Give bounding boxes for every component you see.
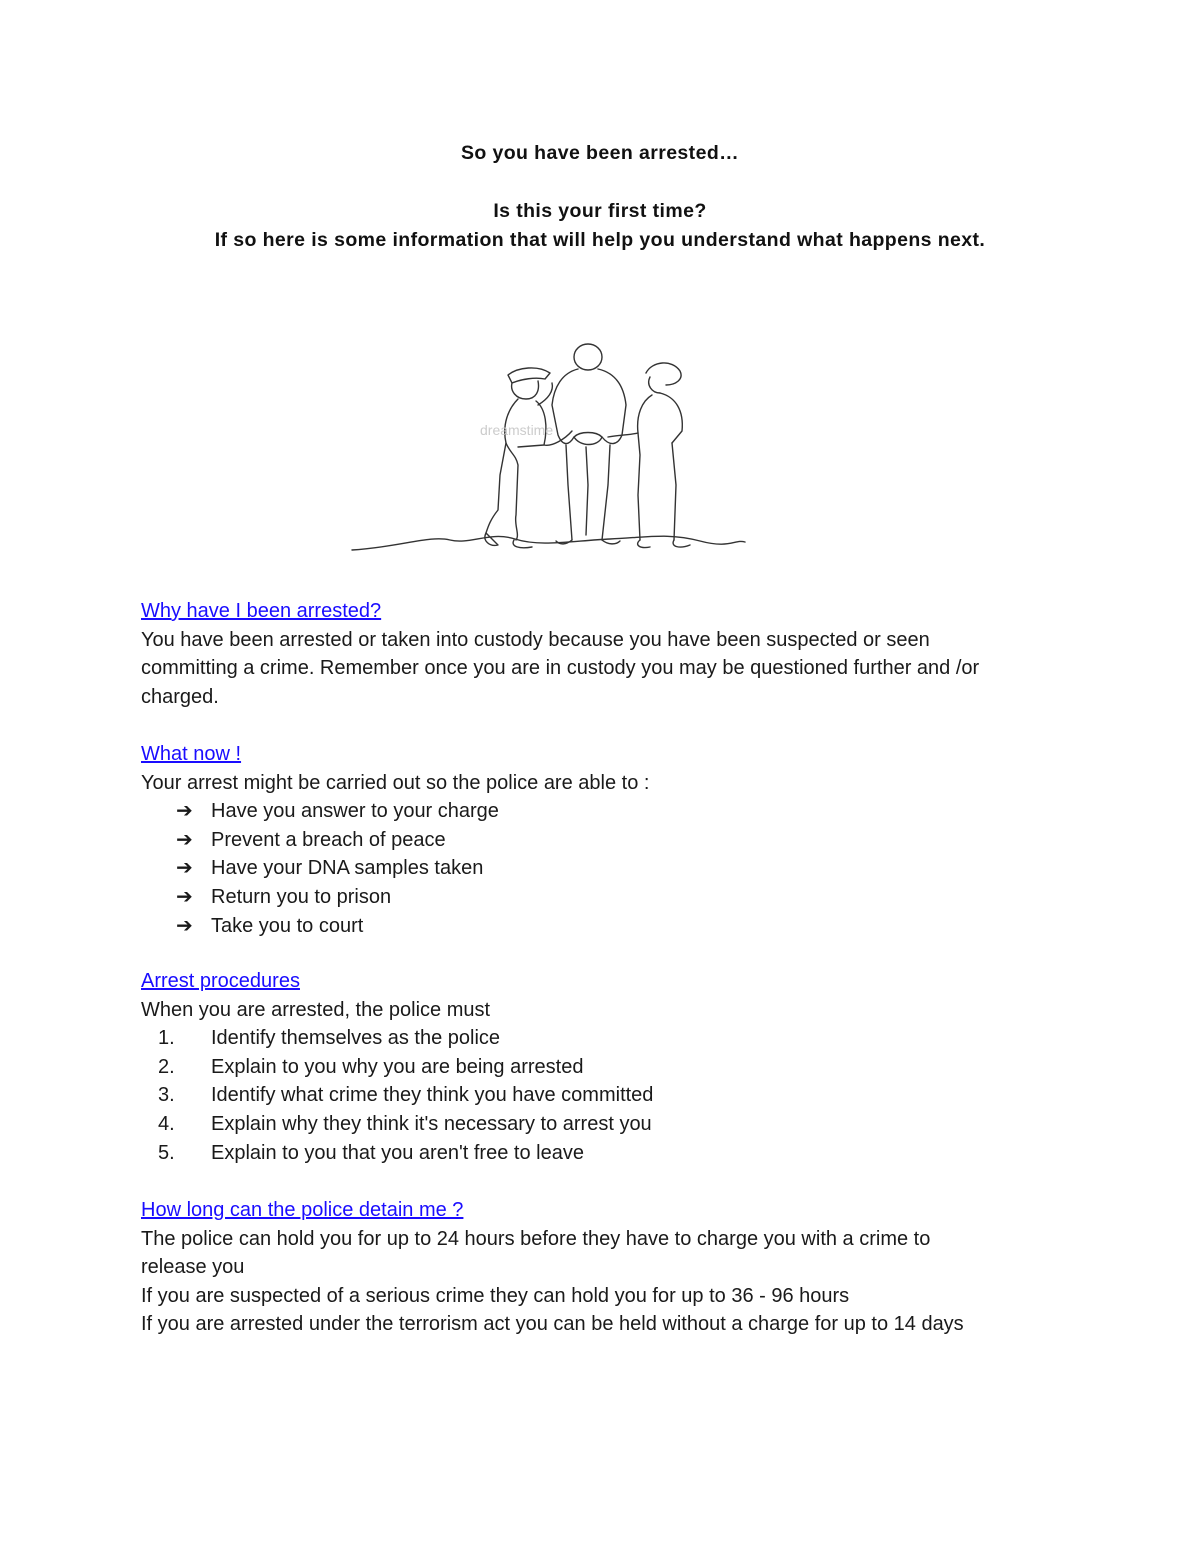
list-item-text: Return you to prison: [211, 885, 392, 908]
list-number: 4.: [158, 1112, 175, 1135]
list-number: 1.: [158, 1027, 175, 1050]
list-item: [141, 854, 1071, 883]
list-item-text: Explain why they think it's necessary to arrest you: [211, 1112, 652, 1135]
what-now-heading-link[interactable]: What now !: [141, 743, 242, 765]
list-item: [141, 797, 1071, 826]
list-item-text: Identify what crime they think you have committed: [211, 1084, 654, 1107]
watermark-text: dreamstime: [480, 422, 554, 438]
list-item: [141, 912, 1071, 941]
list-item-text: Have your DNA samples taken: [211, 857, 484, 880]
list-item-text: Identify themselves as the police: [211, 1027, 501, 1050]
arrest-procedures-heading-link[interactable]: Arrest procedures: [141, 970, 300, 992]
list-item: [141, 1110, 1071, 1139]
document-title: So you have been arrested…: [460, 142, 740, 164]
why-arrested-heading-link[interactable]: Why have I been arrested?: [141, 600, 382, 622]
list-item: [141, 1053, 1071, 1082]
list-item: [141, 883, 1071, 912]
list-number: 3.: [158, 1084, 175, 1107]
paragraph-line: committing a crime. Remember once you are in custody you may be questioned further and /or: [141, 657, 980, 680]
list-item-text: Have you answer to your charge: [211, 800, 499, 823]
paragraph-line: The police can hold you for up to 24 hours before they have to charge you with a crime to: [141, 1227, 931, 1250]
paragraph-line: release you: [141, 1256, 245, 1279]
list-item-text: Prevent a breach of peace: [211, 828, 446, 851]
section-why-arrested: [141, 597, 1071, 711]
paragraph-line: If you are arrested under the terrorism act you can be held without a charge for up to 14 days: [141, 1313, 964, 1336]
arrow-bullet-icon: ➔: [176, 885, 193, 908]
what-now-intro: Your arrest might be carried out so the police are able to :: [141, 771, 650, 794]
list-number: 5.: [158, 1141, 175, 1164]
list-item-text: Take you to court: [211, 914, 364, 937]
list-item: [141, 1081, 1071, 1110]
list-item: [141, 1139, 1071, 1168]
section-detention-length: [141, 1196, 1071, 1339]
procedures-intro: When you are arrested, the police must: [141, 998, 491, 1021]
arrow-bullet-icon: ➔: [176, 828, 193, 851]
section-what-now: [141, 740, 1071, 940]
arrow-bullet-icon: ➔: [176, 914, 193, 937]
arrow-bullet-icon: ➔: [176, 857, 193, 880]
document-subtitle-question: Is this your first time?: [493, 200, 707, 222]
list-number: 2.: [158, 1055, 175, 1078]
paragraph-line: You have been arrested or taken into custody because you have been suspected or seen: [141, 628, 930, 651]
list-item-text: Explain to you why you are being arrested: [211, 1055, 584, 1078]
section-arrest-procedures: [141, 967, 1071, 1167]
arrest-line-drawing-icon: [340, 335, 760, 560]
list-item-text: Explain to you that you aren't free to leave: [211, 1141, 584, 1164]
arrow-bullet-icon: ➔: [176, 800, 193, 823]
paragraph-line: If you are suspected of a serious crime they can hold you for up to 36 - 96 hours: [141, 1284, 850, 1307]
list-item: [141, 1024, 1071, 1053]
procedures-list: [141, 1024, 1071, 1167]
what-now-list: [141, 797, 1071, 940]
detain-heading-link[interactable]: How long can the police detain me ?: [141, 1199, 464, 1221]
paragraph-line: charged.: [141, 685, 219, 708]
list-item: [141, 826, 1071, 855]
document-subtitle-intro: If so here is some information that will help you understand what happens next.: [214, 229, 986, 251]
